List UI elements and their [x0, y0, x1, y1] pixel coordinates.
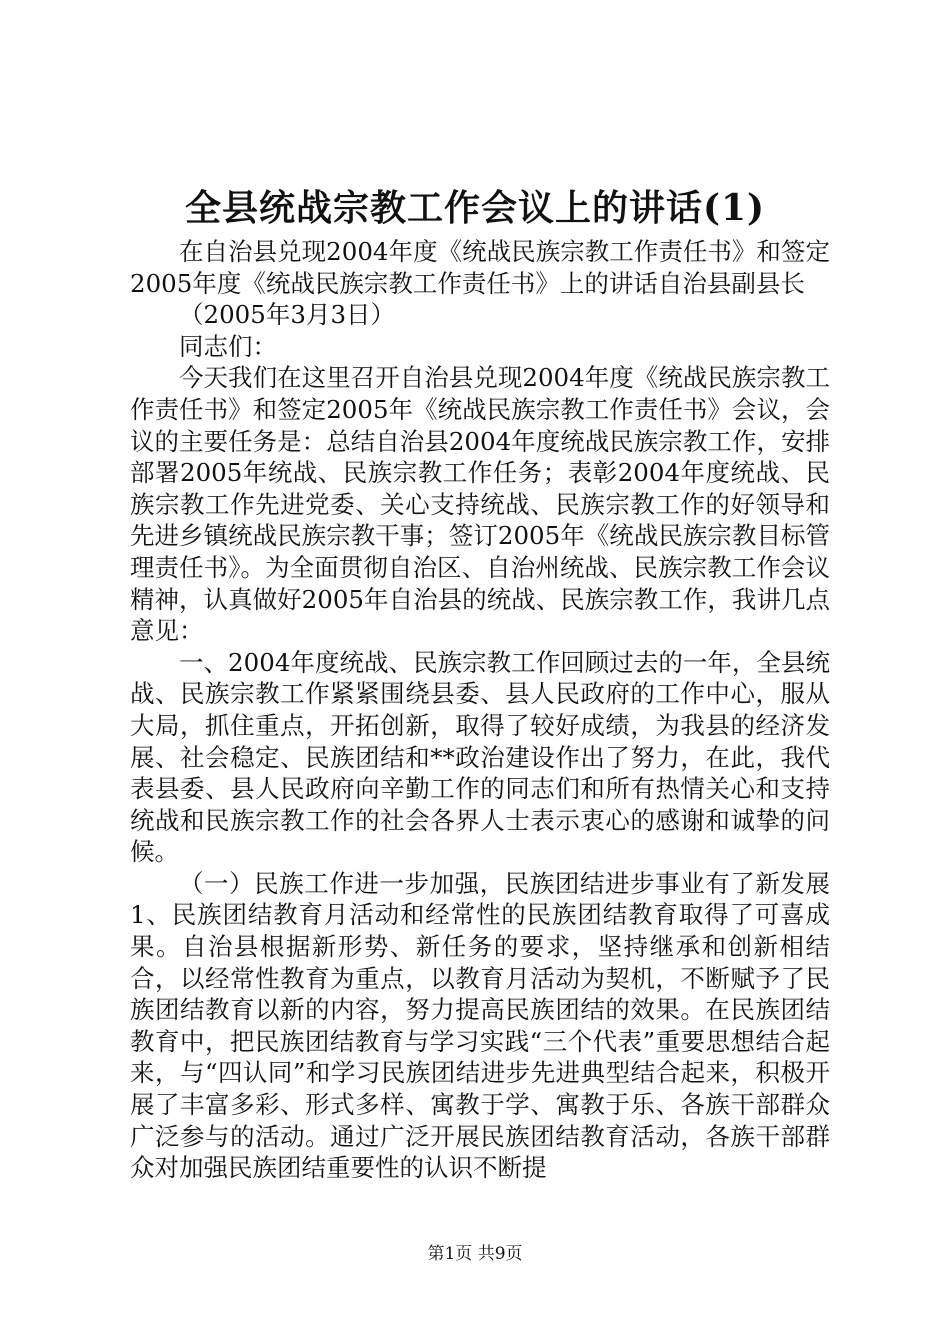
page-title: 全县统战宗教工作会议上的讲话(1)	[184, 187, 766, 229]
paragraph: （一）民族工作进一步加强，民族团结进步事业有了新发展1、民族团结教育月活动和经常性的民族团结教育取得了可喜成果。自治县根据新形势、新任务的要求，坚持继承和创新相结合，以经常性教育为重点，以教育月活动为契机，不断赋予了民族团结教育以新的内容，努力提高民族团结的效果。在民族团结教育中，把民族团结教育与学习实践“三个代表”重要思想结合起来，与“四认同”和学习民族团结进步先进典型结合起来，积极开展了丰富多彩、形式多样、寓教于学、寓教于乐、各族干部群众广泛参与的活动。通过广泛开展民族团结教育活动，各族干部群众对加强民族团结重要性的认识不断提	[130, 868, 830, 1183]
paragraph: 在自治县兑现2004年度《统战民族宗教工作责任书》和签定2005年度《统战民族宗教工作责任书》上的讲话自治县副县长	[130, 237, 830, 298]
paragraph: 今天我们在这里召开自治县兑现2004年度《统战民族宗教工作责任书》和签定2005年《统战民族宗教工作责任书》会议，会议的主要任务是：总结自治县2004年度统战民族宗教工作，安排部署2005年统战、民族宗教工作任务；表彰2004年度统战、民族宗教工作先进党委、关心支持统战、民族宗教工作的好领导和先进乡镇统战民族宗教干事；签订2005年《统战民族宗教目标管理责任书》。为全面贯彻自治区、自治州统战、民族宗教工作会议精神，认真做好2005年自治县的统战、民族宗教工作，我讲几点意见：	[130, 363, 830, 646]
paragraph: 一、2004年度统战、民族宗教工作回顾过去的一年，全县统战、民族宗教工作紧紧围绕县委、县人民政府的工作中心，服从大局，抓住重点，开拓创新，取得了较好成绩，为我县的经济发展、社会稳定、民族团结和**政治建设作出了努力，在此，我代表县委、县人民政府向辛勤工作的同志们和所有热情关心和支持统战和民族宗教工作的社会各界人士表示衷心的感谢和诚挚的问候。	[130, 647, 830, 867]
paragraph: 同志们：	[179, 331, 277, 361]
paragraph: （2005年3月3日）	[179, 300, 396, 330]
document-body	[130, 236, 830, 1184]
page-footer: 第1页 共9页	[427, 1244, 523, 1264]
